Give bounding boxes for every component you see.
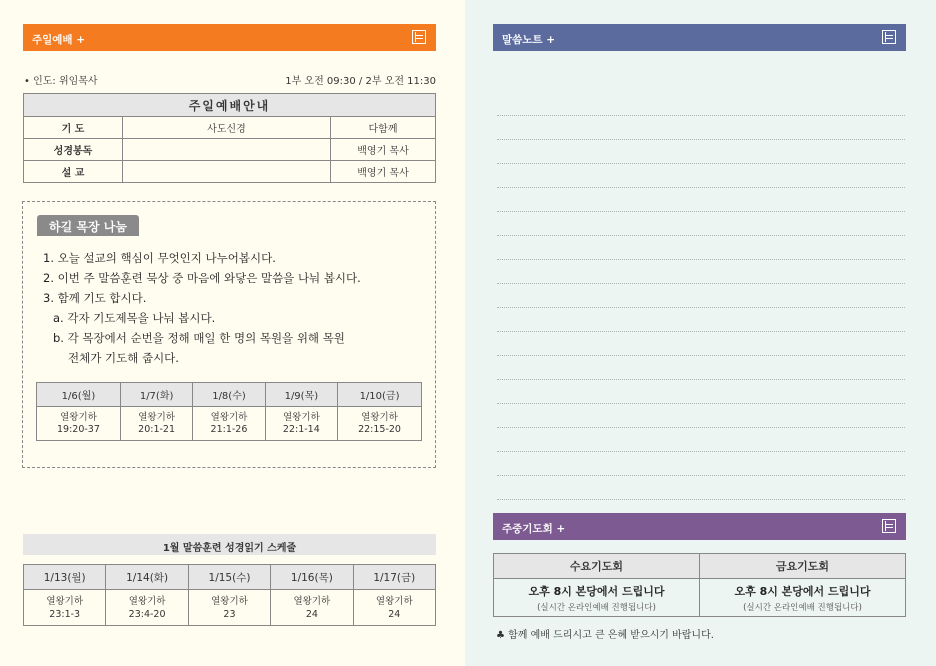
list-subitem: b. 각 목장에서 순번을 정해 매일 한 명의 목원을 위해 목원 bbox=[53, 331, 345, 345]
reading-book: 열왕기하 bbox=[293, 595, 331, 607]
monthly-reading-table bbox=[23, 564, 436, 626]
document-icon[interactable] bbox=[882, 30, 896, 44]
reading-ref: 21:1-26 bbox=[210, 423, 248, 435]
note-line bbox=[497, 260, 905, 284]
reading-ref: 19:20-37 bbox=[57, 423, 100, 435]
table-row bbox=[24, 161, 436, 183]
day-header: 1/8(수) bbox=[193, 383, 265, 407]
prayer-table bbox=[493, 553, 906, 617]
document-icon[interactable] bbox=[882, 519, 896, 533]
sharing-tab: 하길 목장 나눔 bbox=[37, 215, 139, 236]
prayer-time: 오후 8시 본당에서 드립니다 bbox=[734, 584, 871, 598]
prayer-header-label: 주중기도회 + bbox=[502, 523, 566, 535]
note-line bbox=[497, 476, 905, 500]
reading-book: 열왕기하 bbox=[211, 595, 248, 607]
row-label: 성경봉독 bbox=[24, 139, 123, 161]
reading-ref: 23:1-3 bbox=[49, 608, 81, 620]
reading-cell bbox=[338, 407, 422, 441]
prayer-cell bbox=[700, 579, 906, 617]
weekly-reading-table bbox=[36, 382, 422, 441]
day-header: 1/7(화) bbox=[120, 383, 192, 407]
reading-cell bbox=[106, 590, 188, 626]
reading-book: 열왕기하 bbox=[210, 411, 248, 423]
row-right: 백영기 목사 bbox=[331, 161, 436, 183]
reading-ref: 22:15-20 bbox=[358, 423, 401, 435]
worship-header[interactable] bbox=[23, 24, 436, 51]
prayer-title: 수요기도회 bbox=[494, 554, 700, 579]
table-row bbox=[24, 117, 436, 139]
guide-title: 주일예배안내 bbox=[24, 94, 436, 117]
reading-book: 열왕기하 bbox=[60, 411, 97, 423]
row-middle: 사도신경 bbox=[123, 117, 331, 139]
row-right: 다함께 bbox=[331, 117, 436, 139]
row-label: 설 교 bbox=[24, 161, 123, 183]
note-line bbox=[497, 332, 905, 356]
note-line bbox=[497, 212, 905, 236]
note-line bbox=[497, 188, 905, 212]
prayer-header[interactable] bbox=[493, 513, 906, 540]
reading-ref: 23:4-20 bbox=[128, 608, 166, 620]
prayer-title: 금요기도회 bbox=[700, 554, 906, 579]
day-header: 1/16(목) bbox=[271, 565, 353, 590]
reading-ref: 24 bbox=[305, 608, 318, 620]
reading-cell bbox=[353, 590, 435, 626]
note-line bbox=[497, 236, 905, 260]
sharing-list bbox=[43, 248, 361, 368]
reading-ref: 22:1-14 bbox=[282, 423, 320, 435]
row-label: 기 도 bbox=[24, 117, 123, 139]
day-header: 1/15(수) bbox=[188, 565, 270, 590]
note-line bbox=[497, 116, 905, 140]
note-line bbox=[497, 140, 905, 164]
note-line bbox=[497, 284, 905, 308]
note-line bbox=[497, 356, 905, 380]
day-header: 1/17(금) bbox=[353, 565, 435, 590]
note-line bbox=[497, 308, 905, 332]
note-line bbox=[497, 380, 905, 404]
service-times: 1부 오전 09:30 / 2부 오전 11:30 bbox=[285, 76, 436, 87]
reading-cell bbox=[24, 590, 106, 626]
day-header: 1/9(목) bbox=[265, 383, 337, 407]
note-lines[interactable] bbox=[497, 92, 905, 500]
row-middle bbox=[123, 161, 331, 183]
reading-ref: 24 bbox=[388, 608, 401, 620]
reading-cell bbox=[265, 407, 337, 441]
row-middle bbox=[123, 139, 331, 161]
worship-header-label: 주일예배 + bbox=[32, 34, 86, 46]
prayer-time: 오후 8시 본당에서 드립니다 bbox=[528, 584, 665, 598]
prayer-cell bbox=[494, 579, 700, 617]
reading-cell bbox=[188, 590, 270, 626]
reading-book: 열왕기하 bbox=[375, 595, 413, 607]
reading-cell bbox=[37, 407, 121, 441]
worship-guide-table bbox=[23, 93, 436, 183]
list-subitem: a. 각자 기도제목을 나눠 봅시다. bbox=[53, 311, 216, 325]
day-header: 1/10(금) bbox=[338, 383, 422, 407]
reading-book: 열왕기하 bbox=[283, 411, 320, 423]
list-item: 2. 이번 주 말씀훈련 묵상 중 마음에 와닿은 말씀을 나눠 봅시다. bbox=[43, 271, 361, 285]
reading-ref: 23 bbox=[223, 608, 236, 620]
list-item: 3. 함께 기도 합시다. bbox=[43, 291, 147, 305]
note-line bbox=[497, 452, 905, 476]
reading-cell bbox=[193, 407, 265, 441]
monthly-schedule-title: 1월 말씀훈련 성경읽기 스케줄 bbox=[23, 534, 436, 555]
day-header: 1/6(월) bbox=[37, 383, 121, 407]
notes-header-label: 말씀노트 + bbox=[502, 34, 556, 46]
reading-book: 열왕기하 bbox=[128, 595, 166, 607]
note-line bbox=[497, 428, 905, 452]
day-header: 1/13(월) bbox=[24, 565, 106, 590]
note-line bbox=[497, 92, 905, 116]
reading-cell bbox=[271, 590, 353, 626]
reading-book: 열왕기하 bbox=[46, 595, 84, 607]
prayer-note: (실시간 온라인예배 진행됩니다) bbox=[537, 602, 656, 613]
document-icon[interactable] bbox=[412, 30, 426, 44]
list-item: 1. 오늘 설교의 핵심이 무엇인지 나누어봅시다. bbox=[43, 251, 276, 265]
blessing-text: ♣ 함께 예배 드리시고 큰 은혜 받으시기 바랍니다. bbox=[496, 630, 714, 641]
table-row bbox=[24, 139, 436, 161]
day-header: 1/14(화) bbox=[106, 565, 188, 590]
leader-text: • 인도: 위임목사 bbox=[24, 76, 98, 87]
reading-ref: 20:1-21 bbox=[138, 423, 176, 435]
row-right: 백영기 목사 bbox=[331, 139, 436, 161]
note-line bbox=[497, 404, 905, 428]
prayer-note: (실시간 온라인예배 진행됩니다) bbox=[743, 602, 862, 613]
note-line bbox=[497, 164, 905, 188]
reading-book: 열왕기하 bbox=[361, 411, 398, 423]
reading-book: 열왕기하 bbox=[138, 411, 175, 423]
reading-cell bbox=[120, 407, 192, 441]
list-subitem-continued: 전체가 기도해 줍시다. bbox=[68, 351, 179, 365]
notes-header[interactable] bbox=[493, 24, 906, 51]
